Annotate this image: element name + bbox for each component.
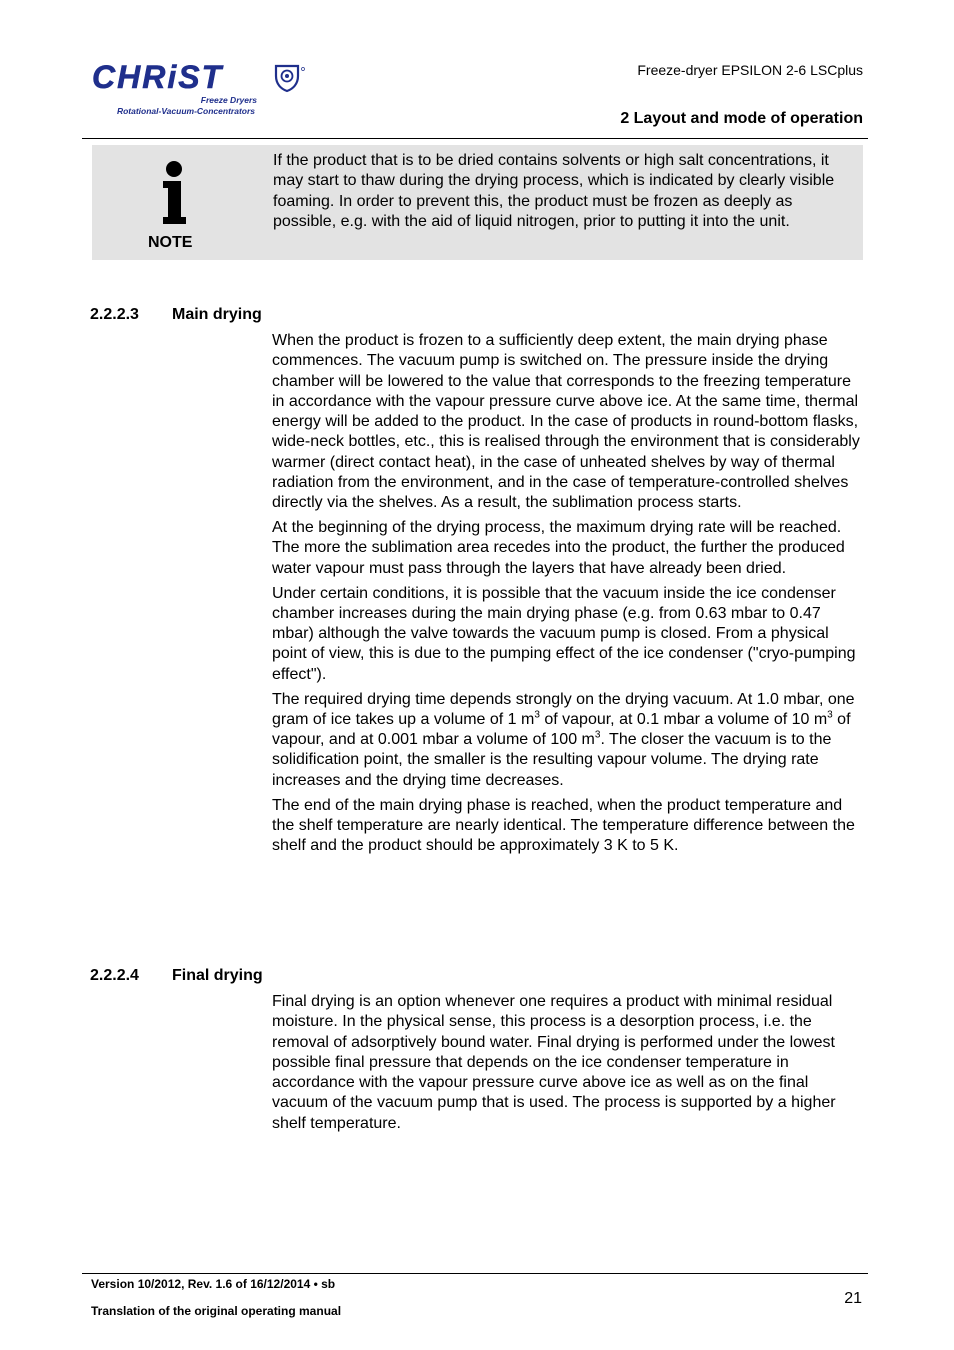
chapter-title: 2 Layout and mode of operation: [620, 110, 863, 127]
superscript: 3: [534, 709, 540, 721]
section-title: Final drying: [172, 967, 263, 984]
note-label: NOTE: [148, 234, 193, 251]
section-number: 2.2.2.3: [90, 306, 139, 323]
paragraph: Final drying is an option whenever one requires a product with minimal residual moisture. In the physical sense, this process is a desorption process, i.e. the removal of adsorptively bound water. Final drying is performed under the lowest possible final pressure that depends on the ice condenser temperature in accordance with the vapour pressure curve above ice as well as on the final vacuum of the vacuum pump that is used. The process is supported by a higher shelf temperature.: [272, 993, 836, 1132]
christ-logo: [90, 58, 312, 120]
section-title: Main drying: [172, 306, 262, 323]
header-divider: [82, 138, 868, 139]
logo-tagline-1: Freeze Dryers: [200, 95, 257, 105]
info-icon: [160, 161, 190, 226]
paragraph: The end of the main drying phase is reached, when the product temperature and the shelf temperature are nearly identical. The temperature difference between the shelf and the product should be approximately 3 K to 5 K.: [272, 796, 855, 855]
paragraph: [272, 690, 864, 791]
text-run: The required drying time depends strongly on the drying vacuum. At 1.0 mbar, one gram of ice takes up a volume of 1 m: [272, 690, 855, 728]
section-number: 2.2.2.4: [90, 967, 139, 984]
text-run: of vapour, and at 0.001 mbar a volume of 100 m: [272, 710, 851, 749]
paragraph: At the beginning of the drying process, the maximum drying rate will be reached. The more the sublimation area recedes into the product, the further the produced water vapour must pass through the layers that have already been dried.: [272, 519, 845, 577]
note-box: [92, 145, 863, 260]
superscript: 3: [827, 709, 833, 721]
superscript: 3: [594, 729, 601, 741]
section-body: [272, 331, 864, 861]
paragraph: Under certain conditions, it is possible that the vacuum inside the ice condenser chamber increases during the main drying phase (e.g. from 0.63 mbar to 0.47 mbar) although the valve towards the vacuum pump is closed. From a physical point of view, this is due to the pumping effect of the ice condenser ("cryo-pumping effect").: [272, 584, 856, 683]
footer-version: Version 10/2012, Rev. 1.6 of 16/12/2014 • sb: [91, 1277, 336, 1291]
paragraph: When the product is frozen to a sufficiently deep extent, the main drying phase commences. The vacuum pump is switched on. The pressure inside the drying chamber will be lowered to the value that corresponds to the freezing temperature in accordance with the vapour pressure curve above ice. At the same time, thermal energy will be added to the product. In the case of products in round-bottom flasks, wide-neck bottles, etc., this is realised through the environment that is considerably warmer (direct contact heat), in the case of unheated shelves by way of thermal radiation from the environment, and in the case of temperature-controlled shelves directly via the shelves. As a result, the sublimation process starts.: [272, 332, 860, 512]
section-body: [272, 992, 864, 1139]
text-run: of vapour, at 0.1 mbar a volume of 10 m: [539, 710, 828, 728]
logo-wordmark: CHRiST: [92, 59, 224, 95]
footer-divider: [82, 1273, 868, 1274]
page-number: 21: [844, 1290, 862, 1307]
document-title: Freeze-dryer EPSILON 2-6 LSCplus: [637, 62, 863, 78]
text-run: . The closer the vacuum is to the solidification point, the smaller is the resulting vapour volume. The drying rate increases and the drying time decreases.: [272, 731, 832, 789]
logo-swirl-icon: [276, 66, 305, 91]
logo-tagline-2: Rotational-Vacuum-Concentrators: [116, 106, 255, 116]
footer-translation: Translation of the original operating manual: [91, 1304, 342, 1318]
note-text: If the product that is to be dried contains solvents or high salt concentrations, it may start to thaw during the drying process, which is indicated by clearly visible foaming. In order to prevent this, the product must be frozen as deeply as possible, e.g. with the aid of liquid nitrogen, prior to putting it into the unit.: [273, 152, 835, 230]
